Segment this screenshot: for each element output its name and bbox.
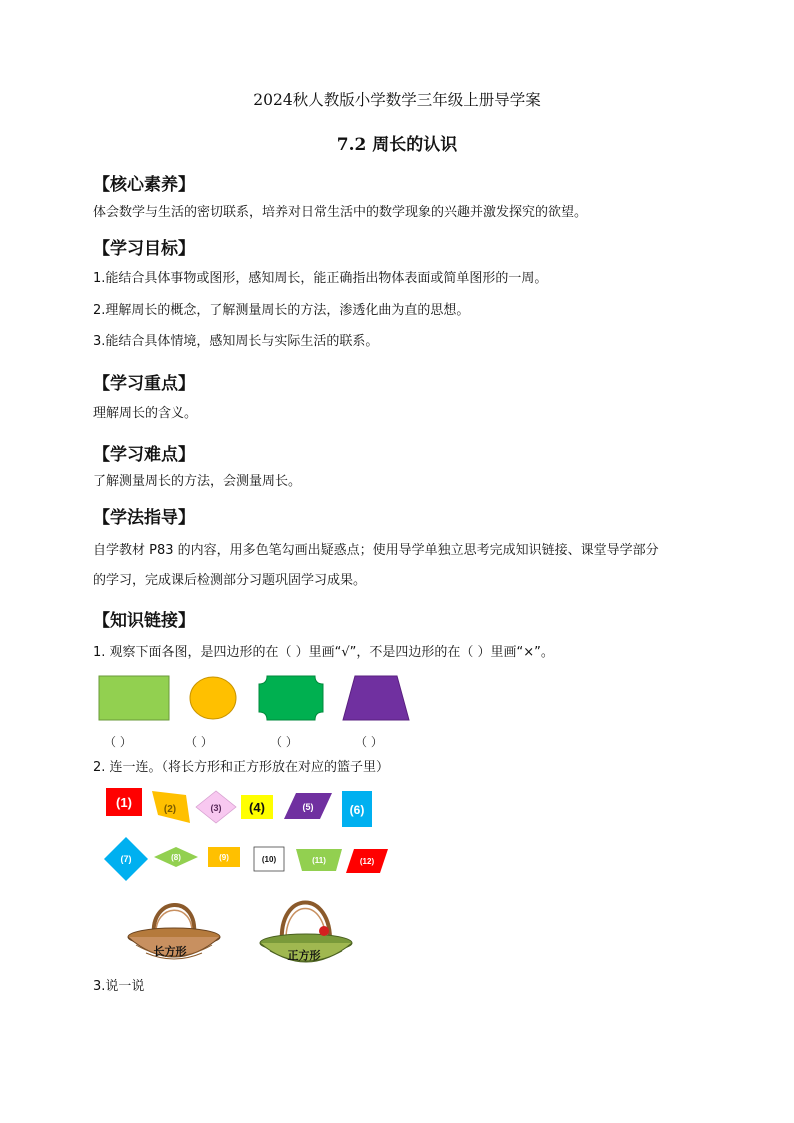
baskets [120, 885, 360, 970]
card-9-label: (9) [219, 853, 229, 862]
goal-item-3: 3.能结合具体情境，感知周长与实际生活的联系。 [93, 334, 379, 349]
q1-shapes [95, 674, 415, 726]
rectangle-basket-label: 长方形 [153, 945, 187, 958]
square-basket-label: 正方形 [287, 949, 321, 962]
card-12-label: (12) [359, 857, 375, 866]
key-heading: 【学习重点】 [93, 374, 195, 394]
card-5-label: (5) [302, 802, 314, 812]
core-text: 体会数学与生活的密切联系，培养对日常生活中的数学现象的兴趣并激发探究的欲望。 [93, 205, 588, 220]
circle-shape [190, 677, 236, 719]
rectangle-shape [99, 676, 169, 720]
rectangle-basket[interactable] [128, 905, 220, 959]
card-4-label: (4) [249, 800, 265, 815]
question-2: 2. 连一连。（将长方形和正方形放在对应的篮子里） [93, 760, 390, 775]
notched-rectangle-shape [259, 676, 323, 720]
card-7-label: (7) [120, 854, 132, 864]
core-heading: 【核心素养】 [93, 175, 195, 195]
card-8-label: (8) [171, 853, 181, 862]
answer-paren-1[interactable]: （ ） [104, 735, 132, 749]
goal-item-2: 2.理解周长的概念，了解测量周长的方法，渗透化曲为直的思想。 [93, 303, 470, 318]
answer-paren-2[interactable]: （ ） [185, 735, 213, 749]
card-3-label: (3) [210, 803, 222, 813]
goal-item-1: 1.能结合具体事物或图形，感知周长，能正确指出物体表面或简单图形的一周。 [93, 271, 548, 286]
answer-paren-4[interactable]: （ ） [355, 735, 383, 749]
card-10-label: (10) [261, 855, 277, 864]
answer-paren-3[interactable]: （ ） [270, 735, 298, 749]
document-title: 2024秋人教版小学数学三年级上册导学案 [253, 91, 541, 109]
square-basket[interactable] [260, 903, 352, 963]
card-2-label: (2) [163, 804, 177, 815]
card-11-label: (11) [312, 856, 326, 865]
question-3: 3.说一说 [93, 979, 145, 994]
method-line-2: 的学习，完成课后检测部分习题巩固学习成果。 [93, 573, 367, 588]
q2-cards [100, 785, 400, 895]
difficulty-heading: 【学习难点】 [93, 445, 195, 465]
card-6-label: (6) [349, 803, 365, 817]
goals-heading: 【学习目标】 [93, 239, 195, 259]
difficulty-text: 了解测量周长的方法，会测量周长。 [93, 474, 302, 489]
card-1-label: (1) [116, 795, 132, 810]
trapezoid-shape [343, 676, 409, 720]
method-line-1: 自学教材 P83 的内容，用多色笔勾画出疑惑点；使用导学单独立思考完成知识链接、课堂导学部分 [93, 543, 659, 558]
lesson-title: 7.2 周长的认识 [336, 135, 458, 155]
question-1: 1. 观察下面各图，是四边形的在（ ）里画“√”，不是四边形的在（ ）里画“×”。 [93, 645, 554, 660]
key-text: 理解周长的含义。 [93, 406, 198, 421]
flower-decoration [319, 926, 329, 936]
method-heading: 【学法指导】 [93, 508, 195, 528]
links-heading: 【知识链接】 [93, 611, 195, 631]
